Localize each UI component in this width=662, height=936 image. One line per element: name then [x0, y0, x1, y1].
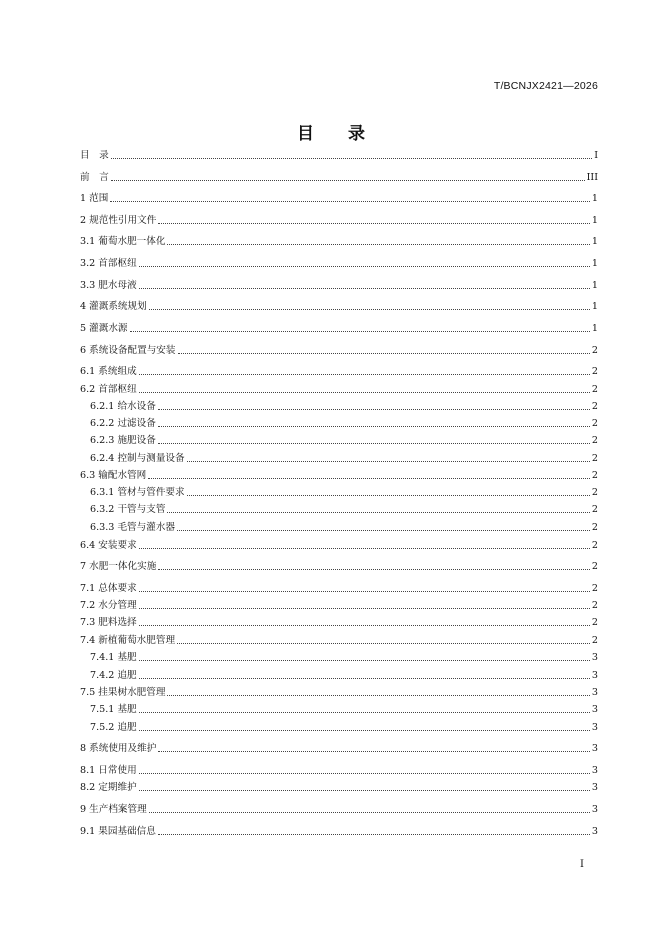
- document-code: T/BCNJX2421—2026: [493, 80, 598, 92]
- toc-entry-page: 2: [591, 561, 598, 572]
- toc-entry-page: 3: [591, 782, 598, 793]
- page-number: I: [580, 859, 584, 870]
- toc-entry[interactable]: [80, 615, 598, 629]
- toc-entry[interactable]: [90, 416, 598, 430]
- toc-entry-label: 7.5 挂果树水肥管理: [80, 687, 166, 698]
- toc-entry-page: III: [586, 172, 598, 183]
- toc-entry-page: 2: [591, 522, 598, 533]
- toc-entry-label: 7.5.2 追肥: [90, 722, 137, 733]
- toc-leader-dots: [139, 678, 590, 679]
- toc-entry-page: 1: [591, 280, 598, 291]
- toc-leader-dots: [149, 812, 590, 813]
- toc-entry-label: 3.1 葡萄水肥一体化: [80, 236, 166, 247]
- toc-leader-dots: [158, 426, 590, 427]
- toc-entry-page: 2: [591, 617, 598, 628]
- toc-entry-label: 6.2.1 给水设备: [90, 401, 156, 412]
- toc-leader-dots: [158, 834, 590, 835]
- toc-entry-page: 2: [591, 384, 598, 395]
- toc-entry-label: 6.3.1 管材与管件要求: [90, 487, 185, 498]
- toc-entry-label: 4 灌溉系统规划: [80, 301, 147, 312]
- toc-entry[interactable]: [80, 234, 598, 248]
- toc-leader-dots: [110, 201, 590, 202]
- toc-entry-page: 2: [591, 600, 598, 611]
- toc-entry-page: 3: [591, 765, 598, 776]
- toc-entry-label: 5 灌溉水源: [80, 323, 128, 334]
- toc-entry[interactable]: [80, 256, 598, 270]
- toc-entry-page: 1: [591, 301, 598, 312]
- toc-entry-label: 7 水肥一体化实施: [80, 561, 157, 572]
- toc-leader-dots: [177, 530, 590, 531]
- toc-entry[interactable]: [80, 685, 598, 699]
- toc-entry-label: 7.4 新植葡萄水肥管理: [80, 635, 176, 646]
- toc-entry[interactable]: [90, 485, 598, 499]
- toc-leader-dots: [139, 374, 590, 375]
- toc-leader-dots: [139, 730, 590, 731]
- toc-entry-label: 6.2 首部枢纽: [80, 384, 137, 395]
- toc-entry[interactable]: [90, 451, 598, 465]
- toc-leader-dots: [139, 392, 590, 393]
- toc-entry-label: 目 录: [80, 150, 109, 161]
- toc-leader-dots: [158, 751, 590, 752]
- toc-entry[interactable]: [80, 213, 598, 227]
- toc-entry-page: 3: [591, 826, 598, 837]
- toc-entry-label: 9.1 果园基础信息: [80, 826, 156, 837]
- toc-entry-page: 2: [591, 435, 598, 446]
- toc-leader-dots: [158, 443, 590, 444]
- toc-entry[interactable]: [80, 633, 598, 647]
- toc-entry-page: 2: [591, 453, 598, 464]
- toc-entry[interactable]: [80, 741, 598, 755]
- toc-entry-page: 2: [591, 487, 598, 498]
- toc-entry-label: 7.3 肥料选择: [80, 617, 137, 628]
- toc-entry-label: 6.2.4 控制与测量设备: [90, 453, 185, 464]
- toc-entry[interactable]: [80, 148, 598, 162]
- toc-entry-label: 8 系统使用及维护: [80, 743, 157, 754]
- toc-entry-label: 1 范围: [80, 193, 109, 204]
- toc-entry[interactable]: [80, 278, 598, 292]
- toc-entry-page: 1: [591, 215, 598, 226]
- toc-leader-dots: [139, 608, 590, 609]
- toc-entry-page: 2: [591, 583, 598, 594]
- toc-entry[interactable]: [90, 720, 598, 734]
- toc-entry-label: 7.2 水分管理: [80, 600, 137, 611]
- toc-entry-page: 2: [591, 418, 598, 429]
- toc-entry-label: 3.3 肥水母液: [80, 280, 137, 291]
- toc-entry[interactable]: [90, 399, 598, 413]
- toc-entry-label: 9 生产档案管理: [80, 804, 147, 815]
- toc-entry[interactable]: [90, 650, 598, 664]
- toc-entry-page: 3: [591, 704, 598, 715]
- toc-entry-label: 6.2.3 施肥设备: [90, 435, 156, 446]
- toc-entry-label: 6.3.3 毛管与灌水器: [90, 522, 176, 533]
- toc-entry-label: 7.1 总体要求: [80, 583, 137, 594]
- toc-leader-dots: [187, 461, 590, 462]
- toc-leader-dots: [139, 660, 590, 661]
- toc-entry-label: 6 系统设备配置与安装: [80, 345, 176, 356]
- toc-leader-dots: [111, 180, 585, 181]
- toc-entry[interactable]: [80, 382, 598, 396]
- toc-entry-label: 7.4.1 基肥: [90, 652, 137, 663]
- toc-entry[interactable]: [80, 321, 598, 335]
- toc-entry[interactable]: [80, 559, 598, 573]
- toc-entry[interactable]: [90, 702, 598, 716]
- toc-entry-label: 6.1 系统组成: [80, 366, 137, 377]
- toc-entry[interactable]: [80, 170, 598, 184]
- toc-entry-label: 6.3.2 干管与支管: [90, 504, 166, 515]
- toc-entry-page: 2: [591, 635, 598, 646]
- toc-leader-dots: [158, 569, 590, 570]
- toc-entry[interactable]: [80, 802, 598, 816]
- toc-entry[interactable]: [80, 581, 598, 595]
- toc-leader-dots: [139, 548, 590, 549]
- toc-leader-dots: [149, 309, 590, 310]
- toc-entry[interactable]: [90, 502, 598, 516]
- toc-leader-dots: [130, 331, 590, 332]
- toc-entry-page: 3: [591, 804, 598, 815]
- toc-leader-dots: [139, 790, 590, 791]
- toc-entry-page: 3: [591, 722, 598, 733]
- toc-entry-page: 2: [591, 345, 598, 356]
- toc-entry-page: I: [594, 150, 598, 161]
- toc-entry-page: 2: [591, 540, 598, 551]
- toc-entry-page: 2: [591, 366, 598, 377]
- toc-entry[interactable]: [90, 668, 598, 682]
- toc-leader-dots: [167, 244, 589, 245]
- toc-entry[interactable]: [80, 780, 598, 794]
- toc-entry-label: 7.5.1 基肥: [90, 704, 137, 715]
- toc-entry-label: 8.1 日常使用: [80, 765, 137, 776]
- toc-entry-label: 7.4.2 追肥: [90, 670, 137, 681]
- toc-entry-label: 6.2.2 过滤设备: [90, 418, 156, 429]
- toc-entry-page: 2: [591, 401, 598, 412]
- toc-entry-label: 6.3 输配水管网: [80, 470, 147, 481]
- toc-leader-dots: [111, 158, 592, 159]
- toc-entry[interactable]: [80, 598, 598, 612]
- toc-leader-dots: [139, 625, 590, 626]
- toc-leader-dots: [148, 478, 590, 479]
- toc-entry-label: 8.2 定期维护: [80, 782, 137, 793]
- toc-entry-label: 6.4 安装要求: [80, 540, 137, 551]
- toc-leader-dots: [167, 512, 589, 513]
- toc-entry[interactable]: [80, 191, 598, 205]
- toc-leader-dots: [139, 773, 590, 774]
- toc-entry[interactable]: [80, 824, 598, 838]
- toc-entry[interactable]: [80, 763, 598, 777]
- toc-entry[interactable]: [90, 433, 598, 447]
- toc-leader-dots: [178, 353, 590, 354]
- toc-entry[interactable]: [80, 538, 598, 552]
- toc-entry-page: 3: [591, 687, 598, 698]
- toc-entry-page: 1: [591, 258, 598, 269]
- toc-entry-page: 1: [591, 323, 598, 334]
- toc-entry-page: 3: [591, 652, 598, 663]
- toc-leader-dots: [187, 495, 590, 496]
- toc-entry-page: 2: [591, 504, 598, 515]
- toc-entry-page: 3: [591, 743, 598, 754]
- toc-leader-dots: [139, 591, 590, 592]
- toc-leader-dots: [177, 643, 590, 644]
- toc-entry[interactable]: [80, 468, 598, 482]
- toc-entry-page: 1: [591, 193, 598, 204]
- toc-entry[interactable]: [90, 520, 598, 534]
- toc-leader-dots: [158, 223, 590, 224]
- toc-entry-page: 2: [591, 470, 598, 481]
- toc-entry-label: 前 言: [80, 172, 109, 183]
- toc-entry-label: 2 规范性引用文件: [80, 215, 157, 226]
- toc-leader-dots: [139, 288, 590, 289]
- page-title: 目 录: [297, 124, 379, 144]
- toc-entry[interactable]: [80, 299, 598, 313]
- toc-leader-dots: [139, 712, 590, 713]
- toc-entry[interactable]: [80, 343, 598, 357]
- toc-entry-page: 1: [591, 236, 598, 247]
- toc-leader-dots: [167, 695, 589, 696]
- toc-leader-dots: [139, 266, 590, 267]
- toc-entry-page: 3: [591, 670, 598, 681]
- toc-entry-label: 3.2 首部枢纽: [80, 258, 137, 269]
- toc-leader-dots: [158, 409, 590, 410]
- toc-entry[interactable]: [80, 364, 598, 378]
